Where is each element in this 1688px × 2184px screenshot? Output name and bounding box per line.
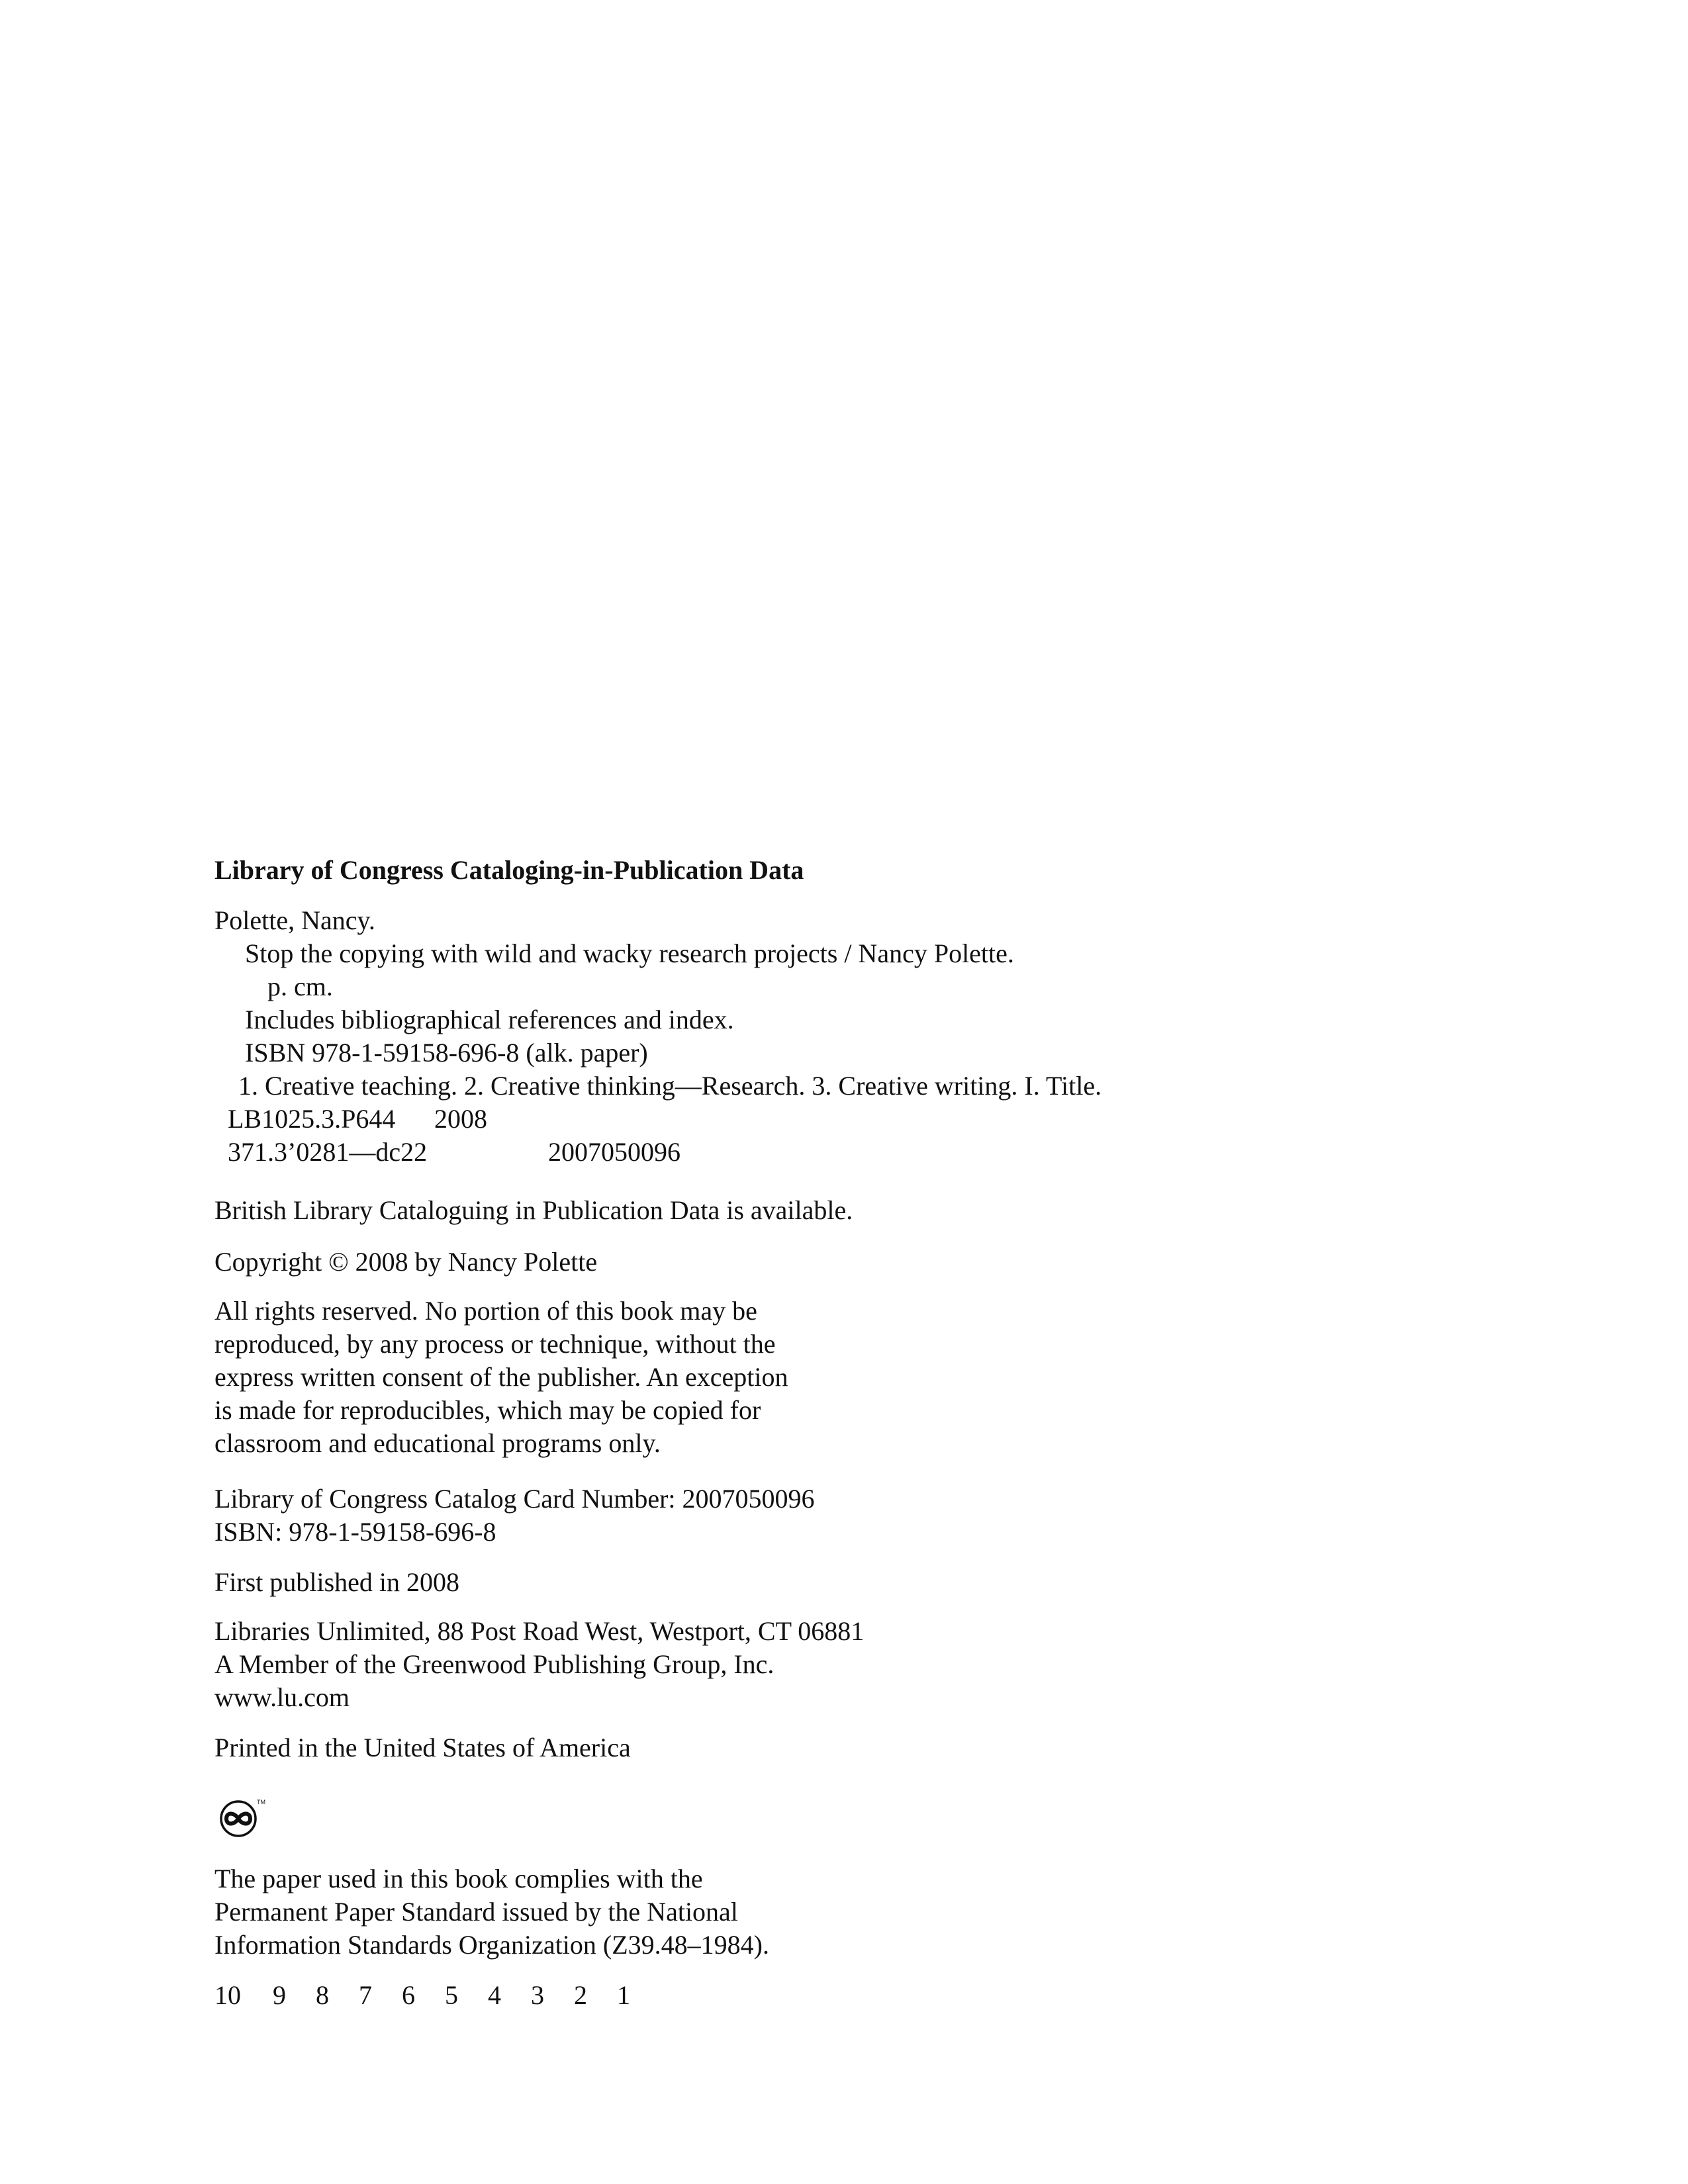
rights-line: reproduced, by any process or technique, without the xyxy=(214,1329,776,1359)
cip-dewey-row xyxy=(214,1136,1102,1169)
infinity-symbol-icon xyxy=(218,1796,267,1839)
publisher-address: Libraries Unlimited, 88 Post Road West, Westport, CT 06881 xyxy=(214,1616,865,1646)
cip-lc-class-row xyxy=(214,1103,1102,1136)
rights-line: express written consent of the publisher. An exception xyxy=(214,1362,788,1392)
publisher-group: A Member of the Greenwood Publishing Group, Inc. xyxy=(214,1649,774,1679)
isbn-line: ISBN: 978-1-59158-696-8 xyxy=(214,1517,496,1547)
paper-standard-line: Information Standards Organization (Z39.48–1984). xyxy=(214,1930,769,1960)
cip-subjects: 1. Creative teaching. 2. Creative thinking—Research. 3. Creative writing. I. Title. xyxy=(238,1071,1102,1101)
printing-number: 1 xyxy=(617,1980,630,2010)
catalog-card-info xyxy=(214,1482,815,1549)
cip-lccn: 2007050096 xyxy=(548,1137,680,1167)
publisher-website: www.lu.com xyxy=(214,1682,350,1712)
copyright-notice xyxy=(214,1246,597,1279)
printing-number: 9 xyxy=(273,1980,286,2010)
cip-dewey: 371.3’0281—dc22 xyxy=(228,1137,428,1167)
printing-number: 2 xyxy=(574,1980,587,2010)
printed-in xyxy=(214,1731,631,1764)
printing-number: 7 xyxy=(359,1980,372,2010)
british-library-note xyxy=(214,1194,853,1227)
cip-isbn: ISBN 978-1-59158-696-8 (alk. paper) xyxy=(245,1038,648,1068)
rights-line: classroom and educational programs only. xyxy=(214,1428,661,1458)
copyright-text: Copyright © 2008 by Nancy Polette xyxy=(214,1247,598,1277)
printing-number: 5 xyxy=(445,1980,458,2010)
printing-numbers xyxy=(214,1979,660,2012)
rights-statement xyxy=(214,1295,788,1460)
cip-author: Polette, Nancy. xyxy=(214,905,375,935)
printed-in-text: Printed in the United States of America xyxy=(214,1733,631,1762)
cip-lc-year: 2008 xyxy=(434,1104,487,1134)
cip-pcm: p. cm. xyxy=(267,972,333,1001)
cip-title-line: Stop the copying with wild and wacky research projects / Nancy Polette. xyxy=(245,938,1014,968)
cip-notes: Includes bibliographical references and index. xyxy=(245,1005,734,1034)
cip-record xyxy=(214,904,1102,1169)
printing-number: 3 xyxy=(531,1980,544,2010)
paper-standard-note xyxy=(214,1862,769,1962)
cip-heading: Library of Congress Cataloging-in-Publication Data xyxy=(214,855,804,885)
catalog-card-number: Library of Congress Catalog Card Number: 2007050096 xyxy=(214,1484,815,1514)
printing-number-line xyxy=(214,1979,660,2012)
rights-line: is made for reproducibles, which may be copied for xyxy=(214,1395,761,1425)
paper-standard-line: The paper used in this book complies with the xyxy=(214,1864,703,1893)
printing-number: 6 xyxy=(402,1980,415,2010)
printing-number: 8 xyxy=(316,1980,329,2010)
cip-lc-class: LB1025.3.P644 xyxy=(228,1104,396,1134)
cip-block xyxy=(214,854,804,887)
british-library-text: British Library Cataloguing in Publication Data is available. xyxy=(214,1195,853,1225)
printing-number: 10 xyxy=(214,1980,241,2010)
trademark-mark: TM xyxy=(257,1799,265,1805)
paper-standard-line: Permanent Paper Standard issued by the National xyxy=(214,1897,738,1927)
first-published xyxy=(214,1566,459,1599)
rights-line: All rights reserved. No portion of this book may be xyxy=(214,1296,757,1326)
printing-number: 4 xyxy=(488,1980,501,2010)
first-published-text: First published in 2008 xyxy=(214,1567,460,1597)
publisher-info xyxy=(214,1615,864,1714)
